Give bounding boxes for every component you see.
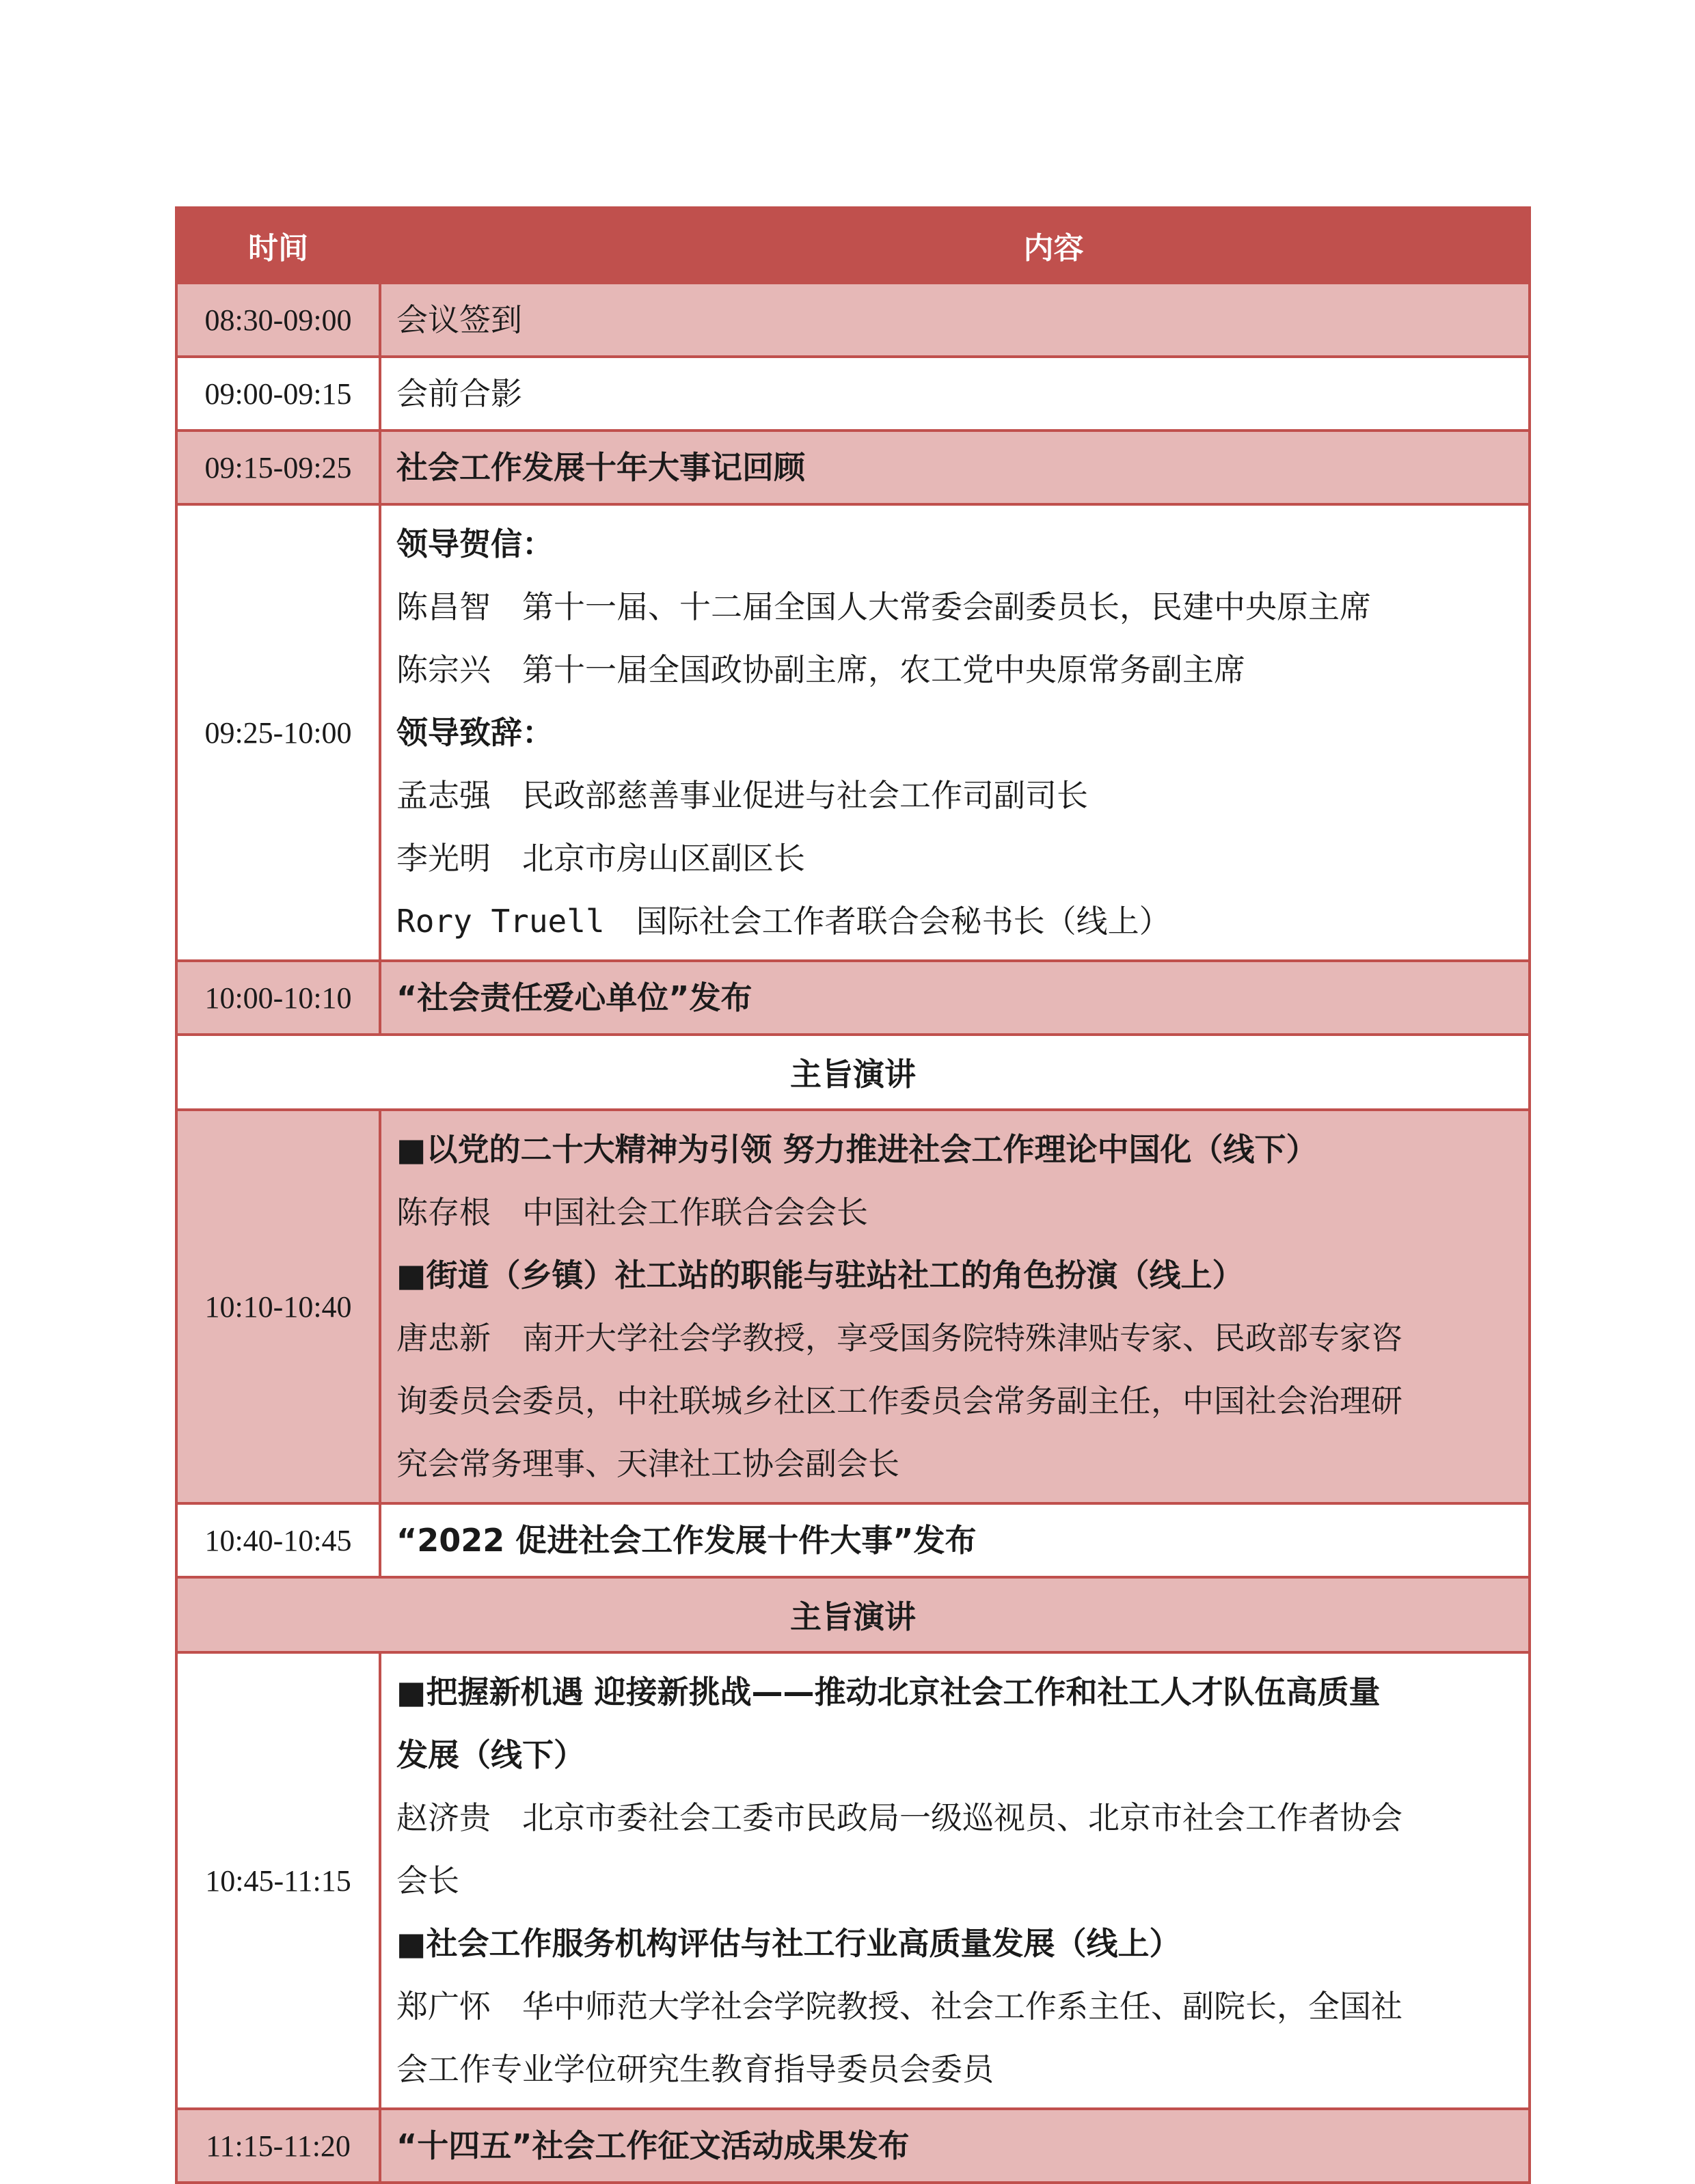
row-time: 08:30-09:00 <box>176 283 380 357</box>
row-time: 10:40-10:45 <box>176 1503 380 1577</box>
speaker-line: 究会常务理事、天津社工协会副会长 <box>396 1445 899 1482</box>
talk-title: ■以党的二十大精神为引领 努力推进社会工作理论中国化（线下） <box>396 1131 1318 1168</box>
table-row <box>176 283 1530 357</box>
row-content <box>380 2109 1530 2183</box>
speaker-line: 郑广怀 华中师范大学社会学院教授、社会工作系主任、副院长，全国社 <box>396 1988 1402 2025</box>
row-time: 09:00-09:15 <box>176 357 380 431</box>
table-row <box>176 961 1530 1035</box>
table-row <box>176 1503 1530 1577</box>
letter-line: 陈昌智 第十一届、十二届全国人大常委会副委员长，民建中央原主席 <box>396 588 1371 625</box>
row-content <box>380 283 1530 357</box>
row-time: 10:10-10:40 <box>176 1110 380 1503</box>
speaker-line: 会工作专业学位研究生教育指导委员会委员 <box>396 2051 994 2088</box>
speaker-line: 赵济贵 北京市委社会工委市民政局一级巡视员、北京市社会工作者协会 <box>396 1799 1402 1836</box>
section-label-speeches: 领导致辞： <box>396 714 554 751</box>
speaker-name: Rory Truell <box>396 903 605 940</box>
row-time: 10:45-11:15 <box>176 1652 380 2109</box>
table-row <box>176 1110 1530 1503</box>
row-content <box>380 961 1530 1035</box>
section-label-letters: 领导贺信： <box>396 525 554 562</box>
header-time: 时间 <box>176 208 380 283</box>
row-content <box>380 1110 1530 1503</box>
section-heading: 主旨演讲 <box>176 1035 1530 1110</box>
agenda-table <box>175 206 1531 2184</box>
item-title: “社会责任爱心单位”发布 <box>396 979 752 1016</box>
row-time: 09:25-10:00 <box>176 504 380 961</box>
speaker-line: 会长 <box>396 1862 459 1899</box>
talk-title: ■社会工作服务机构评估与社工行业高质量发展（线上） <box>396 1925 1181 1962</box>
row-content <box>380 431 1530 504</box>
speaker-role: 国际社会工作者联合会秘书长（线上） <box>604 903 1171 940</box>
speaker-line: 陈存根 中国社会工作联合会会长 <box>396 1194 868 1231</box>
row-content <box>380 504 1530 961</box>
agenda-sheet <box>175 206 1528 2184</box>
item-text: 会前合影 <box>396 375 522 412</box>
row-time: 09:15-09:25 <box>176 431 380 504</box>
section-row <box>176 1577 1530 1652</box>
talk-title: 发展（线下） <box>396 1736 585 1773</box>
item-title: “十四五”社会工作征文活动成果发布 <box>396 2127 910 2164</box>
letter-line: 陈宗兴 第十一届全国政协副主席，农工党中央原常务副主席 <box>396 651 1245 688</box>
item-title: 社会工作发展十年大事记回顾 <box>396 449 805 486</box>
talk-title: ■把握新机遇 迎接新挑战——推动北京社会工作和社工人才队伍高质量 <box>396 1674 1381 1710</box>
speaker-line: 唐忠新 南开大学社会学教授，享受国务院特殊津贴专家、民政部专家咨 <box>396 1320 1402 1356</box>
table-row <box>176 2109 1530 2183</box>
speaker-line: 询委员会委员，中社联城乡社区工作委员会常务副主任，中国社会治理研 <box>396 1382 1402 1419</box>
speech-line: 李光明 北京市房山区副区长 <box>396 840 805 877</box>
talk-title: ■街道（乡镇）社工站的职能与驻站社工的角色扮演（线上） <box>396 1257 1244 1294</box>
row-time: 10:00-10:10 <box>176 961 380 1035</box>
speech-line: 孟志强 民政部慈善事业促进与社会工作司副司长 <box>396 777 1088 814</box>
table-header-row <box>176 208 1530 283</box>
row-content <box>380 1503 1530 1577</box>
section-heading: 主旨演讲 <box>176 1577 1530 1652</box>
item-title: “2022 促进社会工作发展十件大事”发布 <box>396 1522 977 1559</box>
speech-line <box>396 890 1513 953</box>
table-row <box>176 504 1530 961</box>
header-content: 内容 <box>380 208 1530 283</box>
table-row <box>176 431 1530 504</box>
section-row <box>176 1035 1530 1110</box>
item-text: 会议签到 <box>396 301 522 338</box>
row-content <box>380 1652 1530 2109</box>
table-row <box>176 357 1530 431</box>
table-row <box>176 1652 1530 2109</box>
row-content <box>380 357 1530 431</box>
row-time: 11:15-11:20 <box>176 2109 380 2183</box>
